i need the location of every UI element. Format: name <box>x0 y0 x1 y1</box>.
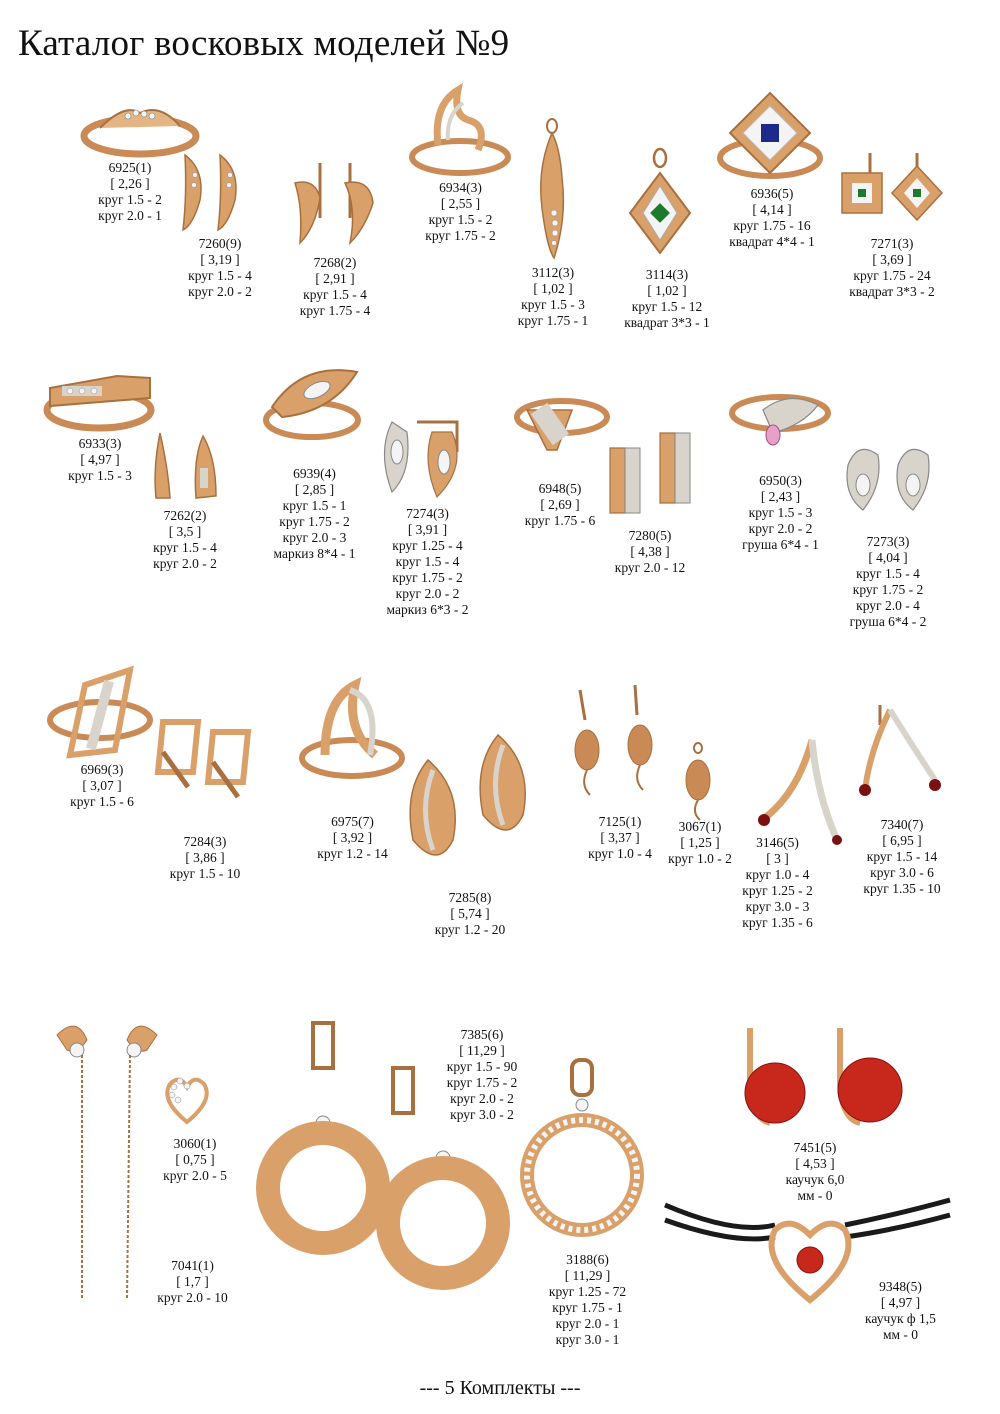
item-code: 7280(5) <box>628 528 672 543</box>
ring-6925-image <box>80 98 200 158</box>
item-code: 6939(4) <box>293 466 336 481</box>
item-stone: квадрат 4*4 - 1 <box>729 234 815 249</box>
item-stone: круг 1.5 - 4 <box>303 287 367 302</box>
item-stone: круг 2.0 - 10 <box>157 1290 228 1305</box>
item-code: 3067(1) <box>678 819 722 834</box>
item-code: 7284(3) <box>183 834 227 849</box>
item-stone: круг 2.0 - 3 <box>282 530 347 545</box>
earrings-7340-image <box>855 690 945 810</box>
item-code: 7271(3) <box>870 236 914 251</box>
item-7451 <box>765 1140 865 1204</box>
item-stone: круг 1.75 - 2 <box>852 582 924 597</box>
item-stone: круг 1.75 - 1 <box>552 1300 623 1315</box>
earrings-7285-image <box>398 730 538 880</box>
item-6936 <box>712 186 832 250</box>
item-6950 <box>728 473 833 553</box>
item-stone: круг 1.5 - 4 <box>188 268 252 283</box>
item-6939 <box>262 466 367 562</box>
item-stone: круг 1.75 - 2 <box>446 1075 518 1090</box>
item-stone: мм - 0 <box>797 1188 833 1203</box>
item-stone: круг 3.0 - 2 <box>450 1107 514 1122</box>
item-6925 <box>80 160 180 224</box>
item-weight: [ 3,19 ] <box>200 252 240 267</box>
item-weight: [ 3,07 ] <box>82 778 122 793</box>
item-stone: круг 1.5 - 6 <box>70 794 134 809</box>
item-code: 6969(3) <box>80 762 124 777</box>
item-code: 6925(1) <box>108 160 152 175</box>
ring-6933-image <box>42 368 157 433</box>
ring-6948-image <box>512 385 612 460</box>
item-weight: [ 4,53 ] <box>795 1156 835 1171</box>
item-stone: круг 3.0 - 1 <box>555 1332 620 1347</box>
item-6975 <box>300 814 405 862</box>
item-stone: круг 1.75 - 6 <box>524 513 596 528</box>
item-weight: [ 1,02 ] <box>647 283 687 298</box>
item-weight: [ 2,55 ] <box>440 196 481 211</box>
item-6948 <box>510 481 610 529</box>
item-stone: круг 1.5 - 2 <box>428 212 493 227</box>
item-3112 <box>503 265 603 329</box>
item-code: 7285(8) <box>448 890 492 905</box>
item-3114 <box>612 267 722 331</box>
item-7284 <box>155 834 255 882</box>
item-stone: круг 1.2 - 20 <box>434 922 506 937</box>
item-code: 7260(9) <box>198 236 242 251</box>
item-code: 7125(1) <box>598 814 642 829</box>
item-7285 <box>420 890 520 938</box>
item-code: 6975(7) <box>331 814 374 829</box>
earrings-7271-image <box>832 148 952 233</box>
item-stone: круг 1.75 - 16 <box>733 218 811 233</box>
item-stone: круг 2.0 - 4 <box>856 598 920 613</box>
item-code: 7041(1) <box>171 1258 214 1273</box>
item-stone: круг 1.75 - 2 <box>392 570 463 585</box>
item-code: 6950(3) <box>759 473 802 488</box>
item-7268 <box>280 255 390 319</box>
item-code: 6948(5) <box>538 481 582 496</box>
item-weight: [ 3,91 ] <box>407 522 448 537</box>
pendant-3112-image <box>532 118 572 263</box>
earrings-7273-image <box>838 435 938 515</box>
item-stone: круг 1.5 - 4 <box>856 566 920 581</box>
pendant-3067-image <box>678 742 718 822</box>
item-stone: круг 1.5 - 3 <box>521 297 585 312</box>
item-9348 <box>848 1279 953 1343</box>
item-stone: круг 1.0 - 2 <box>668 851 732 866</box>
item-weight: [ 4,97 ] <box>80 452 120 467</box>
item-code: 6934(3) <box>439 180 482 195</box>
item-code: 7274(3) <box>406 506 449 521</box>
item-6934 <box>408 180 513 244</box>
item-stone: круг 1.25 - 4 <box>392 538 463 553</box>
item-stone: маркиз 8*4 - 1 <box>273 546 356 561</box>
item-weight: [ 3,92 ] <box>332 830 373 845</box>
item-stone: круг 1.5 - 3 <box>68 468 132 483</box>
item-7273 <box>838 534 938 630</box>
item-stone: круг 1.5 - 12 <box>631 299 703 314</box>
earrings-7274-image <box>372 412 477 502</box>
item-stone: круг 2.0 - 1 <box>555 1316 620 1331</box>
item-7262 <box>135 508 235 572</box>
item-weight: [ 3 ] <box>766 851 789 866</box>
earrings-7268-image <box>285 158 380 248</box>
item-stone: круг 3.0 - 3 <box>745 899 810 914</box>
item-3060 <box>145 1136 245 1184</box>
item-weight: [ 2,91 ] <box>315 271 355 286</box>
item-7260 <box>165 236 275 300</box>
item-stone: круг 2.0 - 1 <box>98 208 162 223</box>
item-weight: [ 2,85 ] <box>294 482 335 497</box>
item-stone: круг 1.5 - 10 <box>169 866 241 881</box>
item-weight: [ 3,37 ] <box>600 830 640 845</box>
item-code: 3114(3) <box>645 267 689 282</box>
item-stone: круг 1.5 - 14 <box>866 849 938 864</box>
item-code: 7273(3) <box>866 534 910 549</box>
item-code: 3112(3) <box>531 265 575 280</box>
item-stone: круг 1.75 - 24 <box>853 268 931 283</box>
pendant-3188-image <box>522 1055 647 1240</box>
item-stone: круг 1.35 - 6 <box>742 915 813 930</box>
item-stone: груша 6*4 - 2 <box>849 614 927 629</box>
item-weight: [ 1,02 ] <box>533 281 573 296</box>
item-stone: груша 6*4 - 1 <box>742 537 819 552</box>
item-stone: круг 1.5 - 1 <box>282 498 347 513</box>
item-stone: круг 1.5 - 90 <box>446 1059 518 1074</box>
item-weight: [ 0,75 ] <box>175 1152 215 1167</box>
item-3146 <box>730 835 825 931</box>
ring-6975-image <box>295 680 410 780</box>
item-7340 <box>852 817 952 897</box>
item-stone: круг 1.75 - 4 <box>299 303 371 318</box>
earrings-7451-image <box>730 1018 915 1133</box>
item-weight: [ 11,29 ] <box>564 1268 611 1283</box>
item-stone: круг 1.0 - 4 <box>745 867 810 882</box>
item-code: 9348(5) <box>879 1279 922 1294</box>
item-7274 <box>375 506 480 618</box>
item-stone: круг 2.0 - 2 <box>748 521 813 536</box>
item-7271 <box>832 236 952 300</box>
item-stone: квадрат 3*3 - 2 <box>849 284 935 299</box>
item-code: 3146(5) <box>756 835 799 850</box>
item-stone: круг 1.75 - 1 <box>517 313 589 328</box>
item-stone: мм - 0 <box>882 1327 919 1342</box>
item-weight: [ 4,04 ] <box>868 550 908 565</box>
item-3188 <box>535 1252 640 1348</box>
earrings-7280-image <box>600 428 700 518</box>
item-code: 7262(2) <box>163 508 207 523</box>
item-weight: [ 1,7 ] <box>176 1274 209 1289</box>
item-weight: [ 6,95 ] <box>882 833 922 848</box>
item-6933 <box>50 436 150 484</box>
earrings-7262-image <box>148 428 223 503</box>
item-weight: [ 5,74 ] <box>450 906 490 921</box>
item-stone: круг 2.0 - 2 <box>395 586 460 601</box>
ring-6969-image <box>45 665 155 760</box>
item-7280 <box>600 528 700 576</box>
pendant-3060-image <box>160 1072 215 1127</box>
item-stone: круг 3.0 - 6 <box>870 865 934 880</box>
item-code: 3060(1) <box>173 1136 217 1151</box>
item-weight: [ 2,43 ] <box>760 489 801 504</box>
earrings-7125-image <box>565 680 665 800</box>
item-weight: [ 11,29 ] <box>459 1043 505 1058</box>
item-stone: круг 1.0 - 4 <box>588 846 652 861</box>
item-stone: круг 2.0 - 12 <box>614 560 686 575</box>
item-weight: [ 4,14 ] <box>752 202 792 217</box>
item-weight: [ 2,69 ] <box>540 497 580 512</box>
item-stone: круг 1.25 - 2 <box>742 883 813 898</box>
ring-6939-image <box>262 362 367 442</box>
item-stone: круг 2.0 - 2 <box>188 284 252 299</box>
ring-6934-image <box>408 85 513 180</box>
item-stone: круг 2.0 - 2 <box>153 556 217 571</box>
item-stone: круг 1.5 - 4 <box>153 540 217 555</box>
item-stone: круг 2.0 - 5 <box>163 1168 227 1183</box>
item-stone: круг 1.25 - 72 <box>548 1284 627 1299</box>
item-stone: квадрат 3*3 - 1 <box>624 315 710 330</box>
item-6969 <box>52 762 152 810</box>
item-code: 7268(2) <box>313 255 357 270</box>
item-stone: круг 1.5 - 3 <box>748 505 813 520</box>
item-stone: круг 1.2 - 14 <box>317 846 388 861</box>
item-7041 <box>140 1258 245 1306</box>
item-code: 3188(6) <box>566 1252 609 1267</box>
item-7385 <box>432 1027 532 1123</box>
item-weight: [ 2,26 ] <box>110 176 150 191</box>
ring-6950-image <box>728 385 833 460</box>
item-stone: каучук ф 1,5 <box>865 1311 936 1326</box>
pendant-3146-image <box>752 735 847 850</box>
item-code: 6933(3) <box>78 436 122 451</box>
page-footer: --- 5 Комплекты --- <box>419 1377 581 1399</box>
item-weight: [ 4,38 ] <box>630 544 670 559</box>
item-weight: [ 4,97 ] <box>880 1295 921 1310</box>
item-stone: круг 1.5 - 4 <box>395 554 460 569</box>
item-stone: круг 1.5 - 2 <box>98 192 162 207</box>
item-weight: [ 3,69 ] <box>872 252 912 267</box>
item-stone: маркиз 6*3 - 2 <box>386 602 469 617</box>
pendant-3114-image <box>625 148 695 268</box>
earrings-7284-image <box>148 712 258 802</box>
earrings-7260-image <box>175 150 250 235</box>
item-stone: круг 1.75 - 2 <box>279 514 350 529</box>
ring-6936-image <box>715 88 825 183</box>
item-code: 7451(5) <box>793 1140 837 1155</box>
item-weight: [ 1,25 ] <box>680 835 720 850</box>
item-code: 7340(7) <box>880 817 924 832</box>
item-code: 6936(5) <box>750 186 794 201</box>
page-title: Каталог восковых моделей №9 <box>18 23 510 64</box>
item-stone: круг 1.35 - 10 <box>863 881 941 896</box>
item-stone: каучук 6,0 <box>785 1172 845 1187</box>
item-stone: круг 2.0 - 2 <box>450 1091 514 1106</box>
item-weight: [ 3,86 ] <box>185 850 225 865</box>
item-stone: круг 1.75 - 2 <box>425 228 496 243</box>
item-code: 7385(6) <box>460 1027 504 1042</box>
item-weight: [ 3,5 ] <box>168 524 202 539</box>
